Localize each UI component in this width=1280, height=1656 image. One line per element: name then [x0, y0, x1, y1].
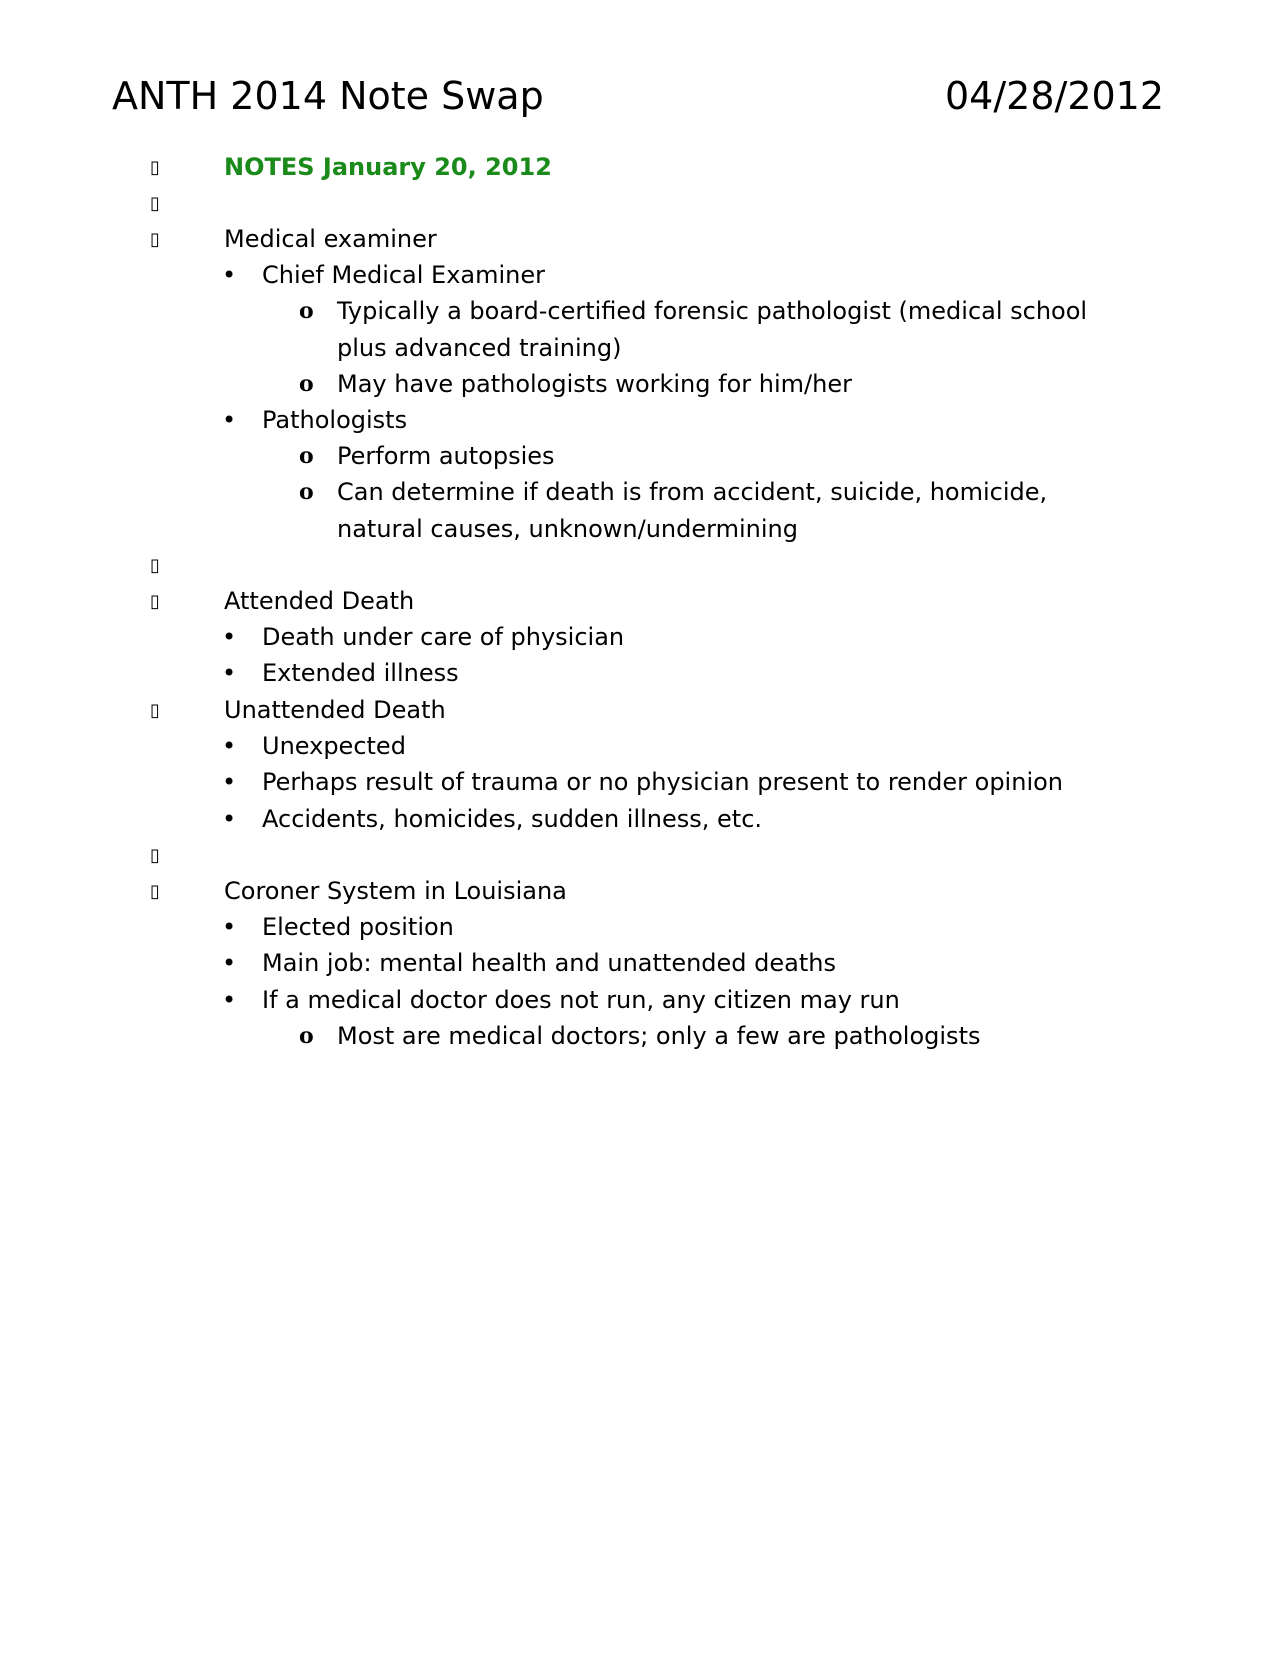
section-medical-examiner [0, 221, 1280, 258]
list-item-text: Death under care of physician [262, 623, 625, 651]
list-item [0, 801, 1280, 838]
missing-glyph-icon: ▯ [150, 555, 160, 576]
bullet-icon: • [222, 949, 237, 977]
sub-bullet-icon: o [299, 298, 314, 324]
sub-list-item [0, 1018, 1280, 1055]
sub-bullet-icon: o [299, 1023, 314, 1049]
list-item [0, 764, 1280, 801]
sub-list-item-text: natural causes, unknown/undermining [337, 515, 798, 543]
missing-glyph-icon: ▯ [150, 591, 160, 612]
page-title: ANTH 2014 Note Swap [112, 74, 544, 118]
bullet-icon: • [222, 659, 237, 687]
sub-list-item-text: Perform autopsies [337, 442, 555, 470]
list-item-text: Perhaps result of trauma or no physician present to render opinion [262, 768, 1063, 796]
blank-line [0, 837, 1280, 874]
list-item [0, 655, 1280, 692]
list-item [0, 945, 1280, 982]
list-item-text: If a medical doctor does not run, any citizen may run [262, 986, 900, 1014]
missing-glyph-icon: ▯ [150, 845, 160, 866]
list-item [0, 728, 1280, 765]
list-item-text: Elected position [262, 913, 454, 941]
sub-list-item-continuation [0, 511, 1280, 548]
bullet-icon: • [222, 623, 237, 651]
blank-line [0, 185, 1280, 222]
missing-glyph-icon: ▯ [150, 193, 160, 214]
section-title: Medical examiner [224, 225, 437, 253]
bullet-icon: • [222, 406, 237, 434]
list-item-text: Accidents, homicides, sudden illness, etc. [262, 805, 763, 833]
sub-list-item-text: plus advanced training) [337, 334, 622, 362]
list-item [0, 257, 1280, 294]
list-item-text: Pathologists [262, 406, 408, 434]
section-unattended-death [0, 692, 1280, 729]
list-item [0, 982, 1280, 1019]
bullet-icon: • [222, 986, 237, 1014]
sub-bullet-icon: o [299, 371, 314, 397]
section-title: Attended Death [224, 587, 415, 615]
notes-heading-line [0, 149, 1280, 186]
list-item-text: Chief Medical Examiner [262, 261, 546, 289]
sub-list-item-text: Can determine if death is from accident, suicide, homicide, [337, 478, 1048, 506]
missing-glyph-icon: ▯ [150, 157, 160, 178]
section-coroner-system [0, 873, 1280, 910]
sub-list-item [0, 438, 1280, 475]
sub-list-item-text: May have pathologists working for him/her [337, 370, 852, 398]
bullet-icon: • [222, 732, 237, 760]
bullet-icon: • [222, 768, 237, 796]
sub-list-item-text: Most are medical doctors; only a few are pathologists [337, 1022, 981, 1050]
list-item-text: Extended illness [262, 659, 459, 687]
page-date: 04/28/2012 [945, 74, 1165, 118]
missing-glyph-icon: ▯ [150, 700, 160, 721]
section-title: Coroner System in Louisiana [224, 877, 567, 905]
sub-list-item [0, 474, 1280, 511]
section-attended-death [0, 583, 1280, 620]
bullet-icon: • [222, 261, 237, 289]
list-item [0, 909, 1280, 946]
sub-list-item-text: Typically a board-certified forensic pathologist (medical school [337, 297, 1088, 325]
list-item [0, 402, 1280, 439]
blank-line [0, 547, 1280, 584]
missing-glyph-icon: ▯ [150, 881, 160, 902]
bullet-icon: • [222, 913, 237, 941]
sub-list-item [0, 293, 1280, 330]
sub-list-item-continuation [0, 330, 1280, 367]
list-item [0, 619, 1280, 656]
section-title: Unattended Death [224, 696, 446, 724]
sub-list-item [0, 366, 1280, 403]
notes-heading: NOTES January 20, 2012 [224, 153, 552, 181]
list-item-text: Main job: mental health and unattended deaths [262, 949, 836, 977]
sub-bullet-icon: o [299, 443, 314, 469]
bullet-icon: • [222, 805, 237, 833]
list-item-text: Unexpected [262, 732, 406, 760]
sub-bullet-icon: o [299, 479, 314, 505]
missing-glyph-icon: ▯ [150, 229, 160, 250]
